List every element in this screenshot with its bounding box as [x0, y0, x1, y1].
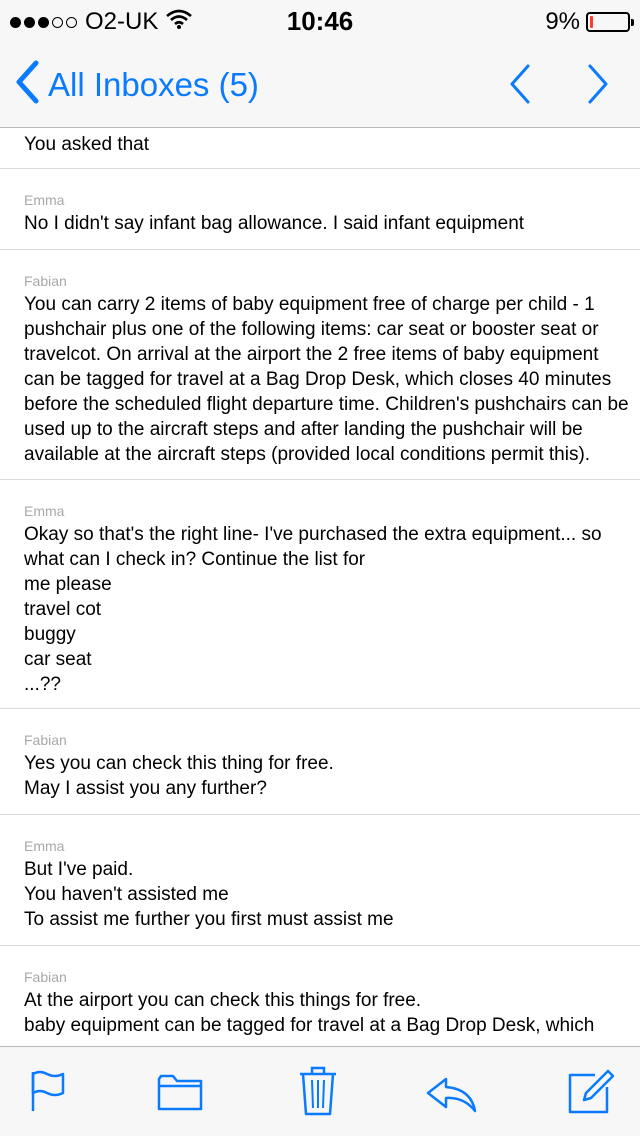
battery-level	[590, 16, 593, 28]
message[interactable]	[0, 250, 640, 480]
message-line: But I've paid.	[24, 859, 134, 880]
trash-button[interactable]	[298, 1065, 338, 1122]
message-line: baby equipment can be tagged for travel at a Bag Drop Desk, which	[24, 1015, 595, 1036]
message-body	[24, 522, 640, 697]
message-line: You can carry 2 items of baby equipment free of charge per child - 1 pushchair plus one of the following items: car seat or booster seat or travelcot. On arrival at the airport the 2 free items of baby equipment can be tagged for travel at a Bag Drop Desk, which closes 40 minutes before the scheduled flight departure time. Children's pushchairs can be used up to the aircraft steps and after landing the pushchair will be available at the aircraft steps (provided local conditions permit this).	[24, 294, 629, 465]
message-sender: Emma	[24, 838, 65, 854]
clock: 10:46	[286, 6, 354, 36]
battery-percent: 9%	[545, 8, 580, 35]
message-body	[24, 128, 640, 157]
previous-message-button[interactable]	[508, 64, 532, 109]
message-line: No I didn't say infant bag allowance. I said infant equipment	[24, 213, 525, 234]
navigation-bar	[0, 40, 640, 128]
message-line: To assist me further you first must assist me	[24, 909, 394, 930]
message-line: car seat	[24, 649, 92, 670]
move-to-folder-button[interactable]	[157, 1073, 203, 1116]
message-line: ...??	[24, 674, 61, 695]
carrier-name: O2-UK	[85, 8, 159, 35]
compose-button[interactable]	[567, 1069, 615, 1120]
back-button-label: All Inboxes (5)	[48, 65, 259, 103]
battery-icon	[586, 12, 630, 32]
message-line: travel cot	[24, 599, 102, 620]
message-line: Okay so that's the right line- I've purchased the extra equipment... so what can I check in? Continue the list for	[24, 524, 602, 570]
message[interactable]	[0, 946, 640, 1046]
message-line: buggy	[24, 624, 76, 645]
status-bar	[0, 0, 640, 40]
message[interactable]	[0, 169, 640, 250]
message-line: Yes you can check this thing for free.	[24, 753, 334, 774]
chevron-left-icon	[14, 60, 40, 109]
bottom-toolbar	[0, 1046, 640, 1136]
message-sender: Emma	[24, 503, 65, 519]
compose-icon	[567, 1069, 615, 1115]
chevron-up-icon	[508, 64, 532, 104]
message-body	[24, 211, 640, 236]
message-body	[24, 751, 640, 801]
folder-icon	[157, 1073, 203, 1111]
message[interactable]	[0, 128, 640, 169]
message-thread[interactable]	[0, 128, 640, 1046]
message-body	[24, 988, 640, 1038]
back-button[interactable]	[14, 60, 259, 109]
message[interactable]	[0, 815, 640, 946]
message-sender: Fabian	[24, 273, 67, 289]
message-body	[24, 857, 640, 932]
message-sender: Emma	[24, 192, 65, 208]
message[interactable]	[0, 480, 640, 709]
reply-button[interactable]	[424, 1075, 478, 1120]
message-line: me please	[24, 574, 112, 595]
status-right	[545, 8, 630, 36]
message-body	[24, 292, 640, 467]
message-sender: Fabian	[24, 732, 67, 748]
message-line: May I assist you any further?	[24, 778, 267, 799]
flag-button[interactable]	[28, 1069, 68, 1118]
next-message-button[interactable]	[586, 64, 610, 109]
message-line: You haven't assisted me	[24, 884, 229, 905]
message-line: You asked that	[24, 134, 150, 155]
trash-icon	[298, 1065, 338, 1117]
message-line: At the airport you can check this things for free.	[24, 990, 422, 1011]
message[interactable]	[0, 709, 640, 815]
reply-icon	[424, 1075, 478, 1115]
flag-icon	[28, 1069, 68, 1113]
message-sender: Fabian	[24, 969, 67, 985]
chevron-down-icon	[586, 64, 610, 104]
